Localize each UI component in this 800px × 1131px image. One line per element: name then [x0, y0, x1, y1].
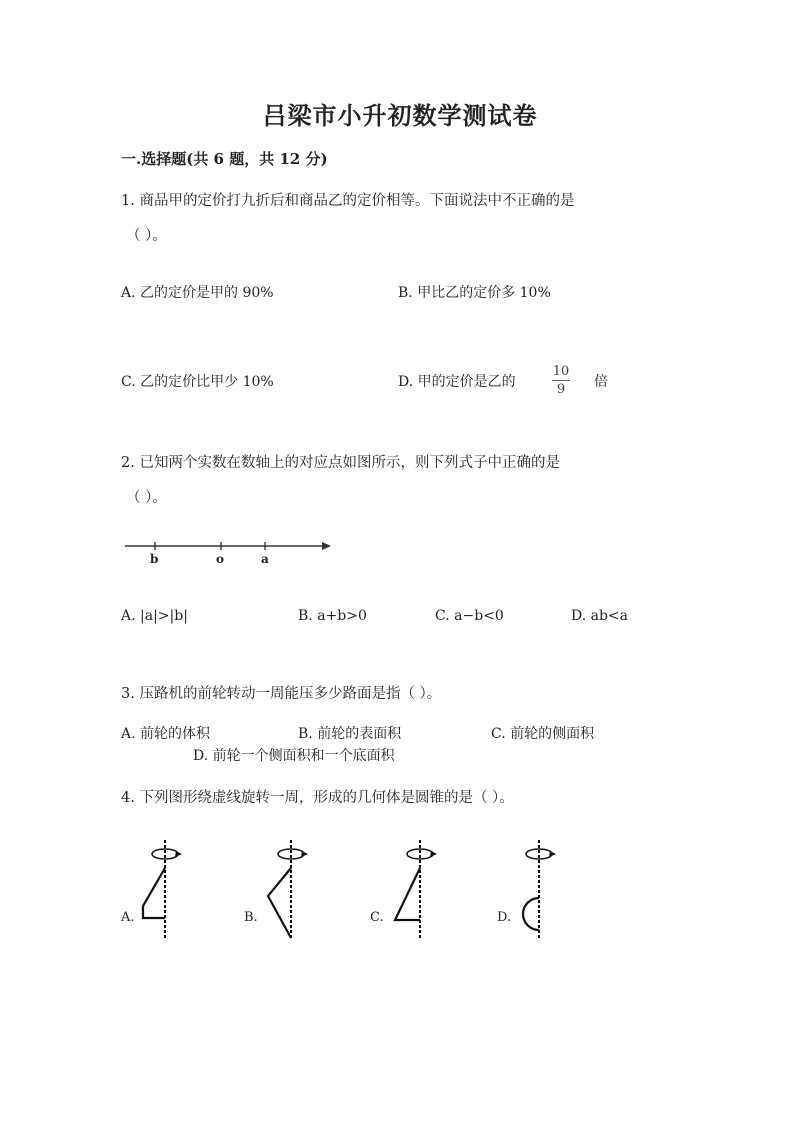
fraction-10-9 [552, 364, 570, 397]
q1-text: 1. 商品甲的定价打九折后和商品乙的定价相等。下面说法中不正确的是 [121, 193, 575, 209]
figure-c-label: C. [370, 910, 384, 925]
rotation-arrowhead-icon [430, 851, 437, 857]
q3-option-d[interactable]: D. 前轮一个侧面积和一个底面积 [193, 748, 395, 764]
figure-b-shape [268, 868, 291, 938]
q4-text: 4. 下列图形绕虚线旋转一周，形成的几何体是圆锥的是（ ）。 [121, 790, 514, 806]
number-line-arrow [322, 542, 331, 550]
figure-d[interactable] [513, 838, 563, 944]
fraction-denominator: 9 [556, 382, 566, 397]
figure-a-label: A. [121, 910, 135, 925]
q3-option-a[interactable]: A. 前轮的体积 [121, 726, 211, 742]
figure-b[interactable] [265, 838, 315, 944]
q1-option-d-suffix: 倍 [594, 374, 608, 390]
figure-d-shape [523, 898, 539, 930]
q3-text: 3. 压路机的前轮转动一周能压多少路面是指（ ）。 [121, 686, 442, 702]
q2-blank: （ ）。 [126, 490, 167, 506]
q2-option-d[interactable]: D. ab<a [571, 608, 629, 624]
figure-a[interactable] [140, 838, 190, 944]
figure-b-label: B. [244, 910, 258, 925]
section-heading: 一.选择题(共 6 题，共 12 分) [121, 150, 328, 168]
q1-option-d[interactable]: D. 甲的定价是乙的 [398, 374, 516, 390]
q3-option-b[interactable]: B. 前轮的表面积 [298, 726, 402, 742]
figure-c[interactable] [392, 838, 442, 944]
q2-option-a[interactable]: A. |a|>|b| [121, 608, 188, 624]
q1-option-b[interactable]: B. 甲比乙的定价多 10% [398, 285, 551, 301]
rotation-arrowhead-icon [549, 851, 556, 857]
figure-a-shape [143, 868, 165, 918]
q1-blank: （ ）。 [126, 228, 167, 244]
figure-d-label: D. [497, 910, 512, 925]
figure-c-shape [395, 868, 420, 920]
fraction-bar [552, 380, 570, 381]
fraction-numerator: 10 [552, 364, 570, 379]
axis-label-o: o [216, 552, 225, 566]
q1-option-c[interactable]: C. 乙的定价比甲少 10% [121, 374, 274, 390]
q2-text: 2. 已知两个实数在数轴上的对应点如图所示，则下列式子中正确的是 [121, 455, 560, 471]
page-title: 吕梁市小升初数学测试卷 [262, 101, 538, 130]
q3-option-c[interactable]: C. 前轮的侧面积 [491, 726, 595, 742]
q2-option-c[interactable]: C. a−b<0 [435, 608, 504, 624]
axis-label-b: b [150, 552, 159, 566]
rotation-arrowhead-icon [301, 851, 308, 857]
rotation-arrowhead-icon [175, 851, 182, 857]
q1-option-a[interactable]: A. 乙的定价是甲的 90% [121, 285, 274, 301]
q2-option-b[interactable]: B. a+b>0 [298, 608, 367, 624]
axis-label-a: a [261, 552, 269, 566]
